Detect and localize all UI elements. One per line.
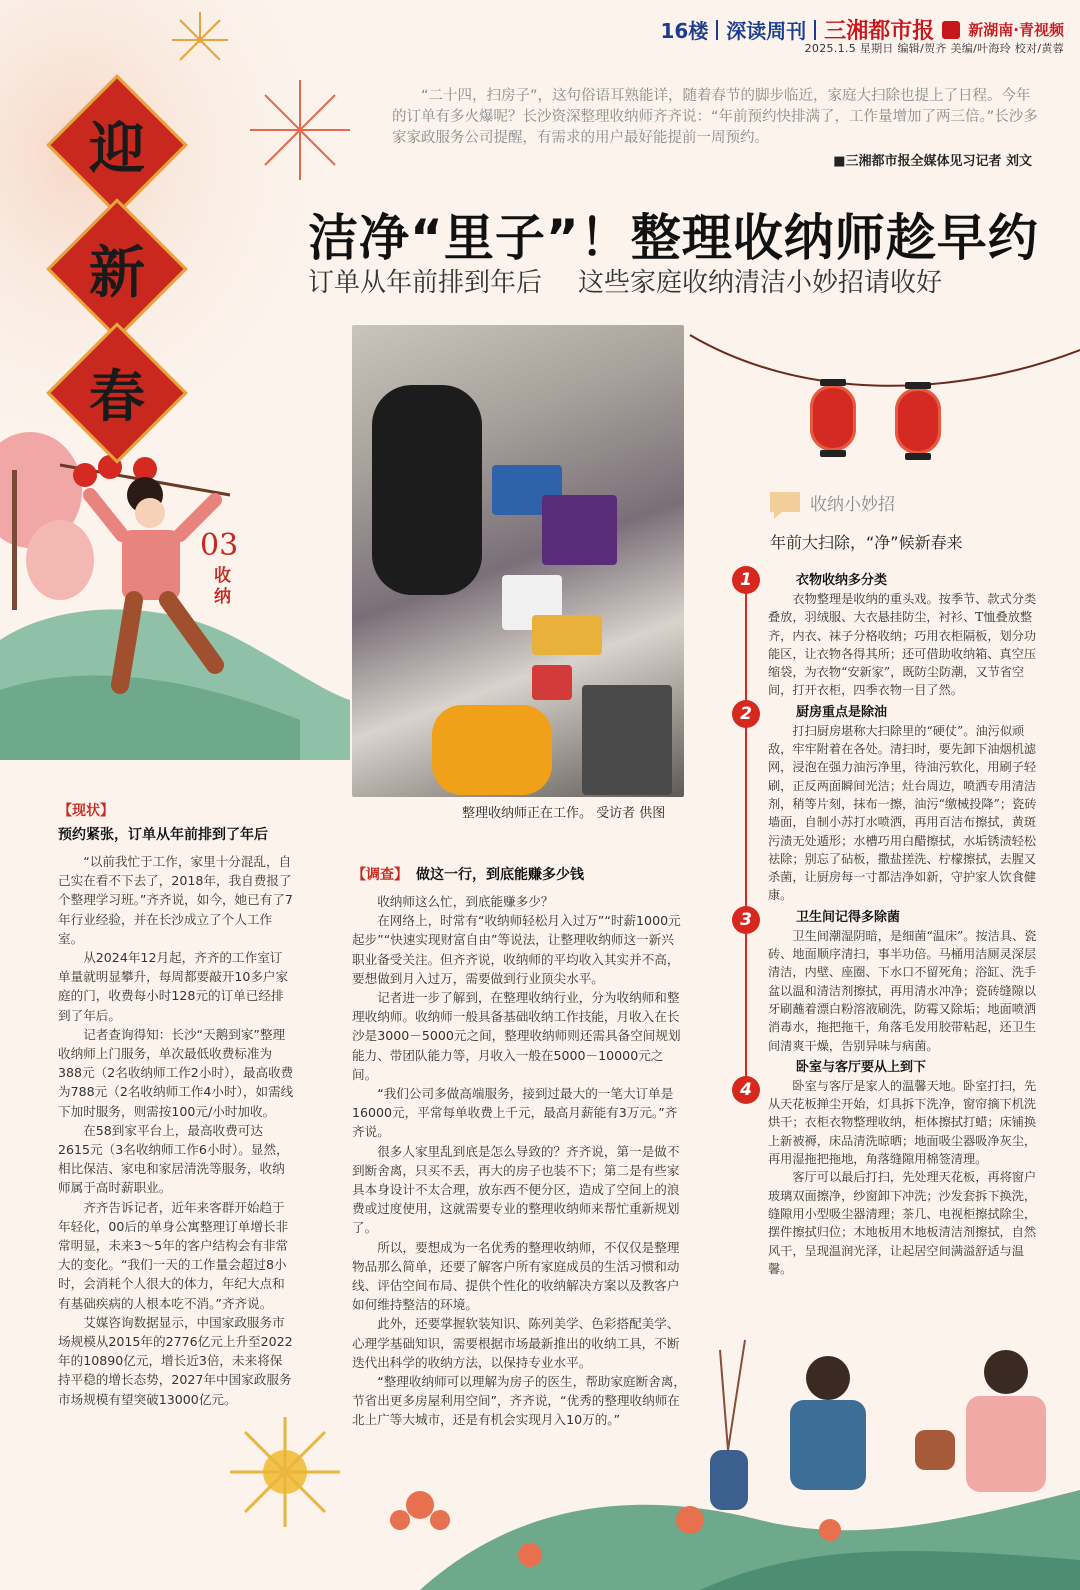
tip-title: 卧室与客厅要从上到下 bbox=[796, 1059, 927, 1075]
masthead-meta: 2025.1.5 星期日 编辑/贺齐 美编/叶海玲 校对/黄蓉 bbox=[804, 42, 1064, 55]
tips-heading: 收纳小妙招 bbox=[810, 495, 895, 515]
section-title: 预约紧张，订单从年前排到了年后 bbox=[58, 827, 268, 843]
byline: ■三湘都市报全媒体见习记者 刘文 bbox=[833, 154, 1032, 169]
section-number: 03 bbox=[200, 528, 239, 563]
section-tag: 【调查】 bbox=[352, 867, 408, 883]
step-number-2: 2 bbox=[732, 700, 760, 728]
tips-list bbox=[768, 572, 1048, 1282]
left-article-body bbox=[58, 852, 294, 1409]
paragraph: 齐齐告诉记者，近年来客群开始趋于年轻化，00后的单身公寓整理订单增长非常明显，未来3～5年的客户结构会有非常大的变化。“我们一天的工作量会超过8小时，会消耗个人很大的体力，年纪大点和有基础疾病的人根本吃不消。”齐齐说。 bbox=[58, 1199, 289, 1311]
tips-subheading: 年前大扫除，“净”候新春来 bbox=[770, 533, 963, 552]
paragraph: 收纳师这么忙，到底能赚多少？ bbox=[377, 894, 554, 909]
column-name: 深读周刊 bbox=[726, 19, 807, 43]
app-name: 新湖南·青视频 bbox=[968, 21, 1064, 39]
tip-title: 卫生间记得多除菌 bbox=[796, 909, 901, 925]
middle-article-body bbox=[352, 892, 686, 1430]
paragraph: 所以，要想成为一名优秀的整理收纳师，不仅仅是整理物品那么简单，还要了解客户所有家庭成员的生活习惯和动线、评估空间布局、提供个性化的收纳解决方案以及教客户如何维持整洁的环境。 bbox=[352, 1239, 680, 1313]
couplet-char: 春 bbox=[89, 364, 145, 430]
tip-item bbox=[768, 704, 1048, 905]
paragraph: “以前我忙于工作，家里十分混乱，自己实在看不下去了，2018年，我自费报了个整理学习班。”齐齐说，如今，她已有了7年行业经验，并在长沙成立了个人工作室。 bbox=[58, 854, 293, 946]
paragraph: 从2024年12月起，齐齐的工作室订单量就明显攀升，每周都要敲开10多户家庭的门，收费每小时128元的订单已经排到了年后。 bbox=[58, 950, 289, 1023]
step-number-3: 3 bbox=[732, 906, 760, 934]
tip-item bbox=[768, 909, 1048, 1055]
tip-body: 卫生间潮湿阴暗，是细菌“温床”。按洁具、瓷砖、地面顺序清扫，事半功倍。马桶用洁厕灵深层清洁，内壁、座圈、下水口不留死角；浴缸、洗手盆以温和清洁剂擦拭，再用清水冲净；瓷砖缝隙以牙刷蘸着漂白粉溶液刷洗，防霉又除垢；地面喷洒消毒水，拖把拖干，角落毛发用胶带粘起，还卫生间清爽干燥，告别异味与病菌。 bbox=[768, 928, 1037, 1053]
timeline-line bbox=[745, 580, 747, 1100]
section-tag: 【现状】 bbox=[58, 803, 114, 819]
article-photo bbox=[352, 325, 684, 797]
paragraph: “我们公司多做高端服务，接到过最大的一笔大订单是16000元，平常每单收费上千元，最高月薪能有3万元。”齐齐说。 bbox=[352, 1086, 678, 1140]
paragraph: 很多人家里乱到底是怎么导致的？齐齐说，第一是做不到断舍离，只买不丢，再大的房子也装不下；第二是有些家具本身设计不太合理，放东西不便分区，造成了空间上的浪费或过度使用，这就需要专业的整理收纳师来帮忙重新规划了。 bbox=[352, 1143, 680, 1236]
paragraph: 此外，还要掌握软装知识、陈列美学、色彩搭配美学、心理学基础知识，需要根据市场最新推出的收纳工具，不断迭代出科学的收纳方法，以保持专业水平。 bbox=[352, 1316, 680, 1370]
subheadline bbox=[308, 262, 942, 299]
paragraph: 在58到家平台上，最高收费可达2615元（3名收纳师工作6小时）。显然，相比保洁、家电和家居清洗等服务，收纳师属于高时薪职业。 bbox=[58, 1122, 289, 1196]
paragraph: 艾媒咨询数据显示，中国家政服务市场规模从2015年的2776亿元上升至2022年的10890亿元，增长近3倍，未来将保持平稳的增长态势，2027年中国家政服务市场规模有望突破13000亿元。 bbox=[58, 1314, 293, 1407]
middle-section-heading bbox=[352, 864, 584, 884]
lantern-icon bbox=[895, 388, 941, 454]
speech-bubble-icon bbox=[768, 490, 802, 520]
left-section-heading bbox=[58, 800, 298, 844]
headline: 洁净“里子”！整理收纳师趁早约 bbox=[308, 209, 1039, 267]
paragraph: 在网络上，时常有“收纳师轻松月入过万”“时薪1000元起步”“快速实现财富自由”等说法，让整理收纳师这一新兴职业备受关注。但齐齐说，收纳师的平均收入其实并不高，要想做到月入过万，需要做到行业顶尖水平。 bbox=[352, 913, 681, 986]
couplet-char: 迎 bbox=[89, 116, 145, 182]
intro-block bbox=[392, 86, 1044, 149]
tip-body: 打扫厨房堪称大扫除里的“硬仗”。油污似顽敌，牢牢附着在各处。清扫时，要先卸下油烟机滤网，浸泡在强力油污净里，待油污软化，用刷子轻刷，正反两面瞬间光洁；灶台周边，喷洒专用清洁剂，稍等片刻，抹布一擦，油污“缴械投降”；瓷砖墙面，自制小苏打水喷洒，再用百洁布擦拭，黄斑污渍无处遁形；水槽巧用白醋擦拭，水垢锈渍轻松祛除；别忘了砧板，撒盐搓洗、柠檬擦拭，去腥又杀菌，让厨房每一寸都洁净如新，守护家人饮食健康。 bbox=[768, 723, 1037, 903]
couplet-diamond bbox=[52, 204, 182, 334]
section-label: 收纳 bbox=[210, 566, 230, 608]
section-title: 做这一行，到底能赚多少钱 bbox=[416, 867, 584, 883]
paragraph: “整理收纳师可以理解为房子的医生，帮助家庭断舍离，节省出更多房屋利用空间”，齐齐说，“优秀的整理收纳师在北上广等大城市，还是有机会实现月入10万的。” bbox=[352, 1374, 686, 1428]
floor-label: 16楼 bbox=[660, 19, 709, 43]
app-logo-icon bbox=[942, 21, 960, 39]
photo-caption: 整理收纳师正在工作。 受访者 供图 bbox=[462, 806, 666, 821]
step-number-1: 1 bbox=[732, 566, 760, 594]
tip-title: 厨房重点是除油 bbox=[796, 704, 888, 720]
subheadline-a: 订单从年前排到年后 bbox=[308, 268, 543, 298]
tip-title: 衣物收纳多分类 bbox=[796, 573, 888, 588]
tip-body: 客厅可以最后打扫，先处理天花板，再将窗户玻璃双面擦净，纱窗卸下冲洗；沙发套拆下换洗，缝隙用小型吸尘器清理；茶几、电视柜擦拭除尘，摆件擦拭归位；木地板用木地板清洁剂擦拭，自然风干，呈现温润光泽，让起居空间满溢舒适与温馨。 bbox=[768, 1170, 1037, 1276]
subheadline-b: 这些家庭收纳清洁小妙招请收好 bbox=[578, 268, 943, 298]
couplet-diamond bbox=[52, 80, 182, 210]
tip-item bbox=[768, 1059, 1048, 1278]
intro-text: “二十四，扫房子”，这句俗语耳熟能详，随着春节的脚步临近，家庭大扫除也提上了日程。今年的订单有多火爆呢？长沙资深整理收纳师齐齐说：“年前预约快排满了，工作量增加了两三倍。”长沙多家家政服务公司提醒，有需求的用户最好能提前一周预约。 bbox=[392, 88, 1038, 146]
tip-body: 衣物整理是收纳的重头戏。按季节、款式分类叠放，羽绒服、大衣悬挂防尘，衬衫、T恤叠放整齐，内衣、袜子分格收纳；巧用衣柜隔板，划分功能区，让衣物各得其所；还可借助收纳箱、真空压缩袋，为衣物“安新家”，既防尘防潮，又节省空间，打开衣柜，四季衣物一目了然。 bbox=[768, 592, 1037, 698]
lantern-icon bbox=[810, 385, 856, 451]
tip-item bbox=[768, 572, 1048, 700]
couplet-diamond bbox=[52, 328, 182, 458]
paragraph: 记者查询得知：长沙“天鹅到家”整理收纳师上门服务，单次最低收费标准为388元（2名收纳师工作2小时），最高收费为788元（2名收纳师工作4小时），如需线下加时服务，则需按100元/小时加收。 bbox=[58, 1026, 294, 1119]
paper-name: 三湘都市报 bbox=[824, 19, 935, 44]
couplet-char: 新 bbox=[89, 240, 145, 306]
tip-body: 卧室与客厅是家人的温馨天地。卧室打扫，先从天花板掸尘开始，灯具拆下洗净，窗帘摘下机洗烘干；衣柜衣物整理收纳，柜体擦拭打蜡；床铺换上新被褥，床品清洗晾晒；地面吸尘器吸净灰尘，再用湿拖把拖地，角落缝隙用棉签清理。 bbox=[768, 1078, 1037, 1167]
paragraph: 记者进一步了解到，在整理收纳行业，分为收纳师和整理收纳师。收纳师一般具备基础收纳工作技能，月收入在长沙是3000－5000元之间，整理收纳师则还需具备空间规划能力、带团队能力等，月收入一般在5000－10000元之间。 bbox=[352, 990, 681, 1082]
step-number-4: 4 bbox=[732, 1076, 760, 1104]
